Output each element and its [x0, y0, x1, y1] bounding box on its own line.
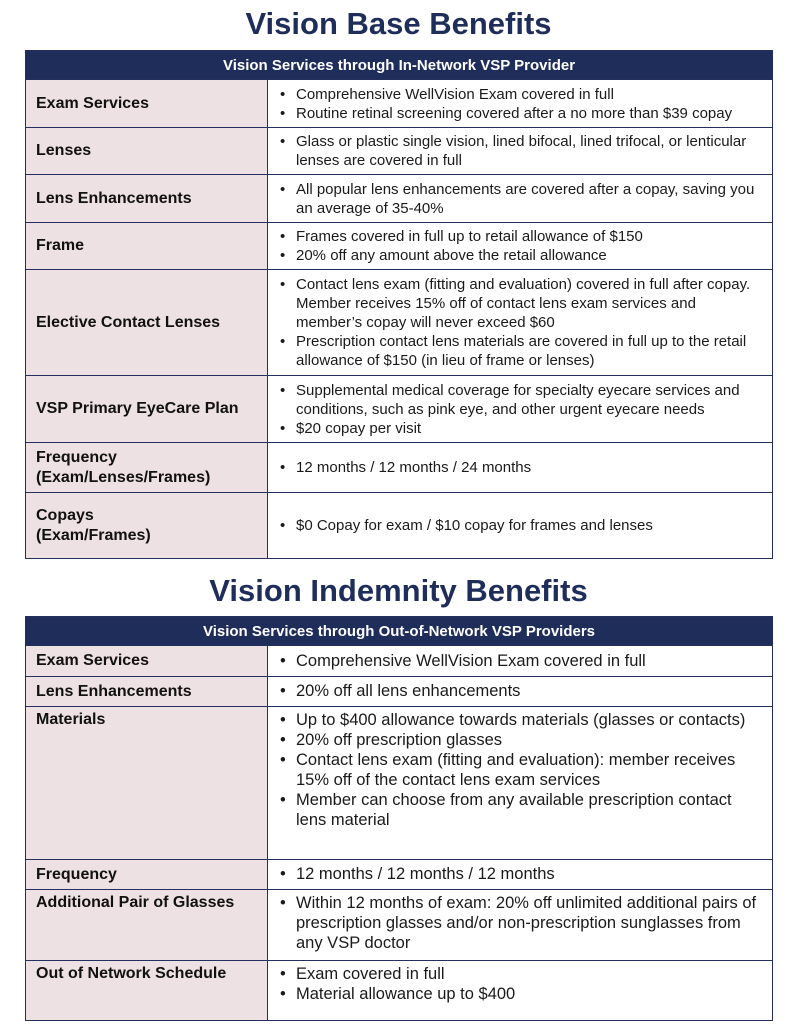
- row-label: Materials: [26, 707, 268, 860]
- row-label: Copays (Exam/Frames): [26, 493, 268, 559]
- row-label: Exam Services: [26, 80, 268, 128]
- table-row: [26, 646, 773, 677]
- table-row: [26, 223, 773, 270]
- list-item: • Routine retinal screening covered after a no more than $39 copay: [278, 104, 764, 123]
- row-description: [268, 376, 773, 443]
- row-label: Frequency (Exam/Lenses/Frames): [26, 443, 268, 493]
- table-row: [26, 175, 773, 223]
- list-item: • Prescription contact lens materials are covered in full up to the retail allowance of $150 (in lieu of frame or lenses): [278, 332, 764, 370]
- row-description: [268, 128, 773, 175]
- row-label: Elective Contact Lenses: [26, 270, 268, 376]
- list-item: • Up to $400 allowance towards materials (glasses or contacts): [278, 710, 764, 730]
- table-row: [26, 443, 773, 493]
- table-row: [26, 270, 773, 376]
- list-item: • Within 12 months of exam: 20% off unlimited additional pairs of prescription glasses and/or non-prescription sunglasses from any VSP doctor: [278, 893, 764, 953]
- list-item: • 12 months / 12 months / 24 months: [278, 458, 764, 477]
- row-label: Exam Services: [26, 646, 268, 677]
- list-item: • Material allowance up to $400: [278, 984, 764, 1004]
- list-item: • Comprehensive WellVision Exam covered in full: [278, 651, 764, 671]
- list-item: • 20% off all lens enhancements: [278, 681, 764, 701]
- row-description: [268, 677, 773, 707]
- list-item: • Frames covered in full up to retail allowance of $150: [278, 227, 764, 246]
- row-description: [268, 707, 773, 860]
- base-benefits-title: Vision Base Benefits: [245, 6, 552, 41]
- list-item: • 20% off prescription glasses: [278, 730, 764, 750]
- table-row: [26, 860, 773, 890]
- base-table-header: Vision Services through In-Network VSP Provider: [26, 51, 773, 80]
- list-item: • Exam covered in full: [278, 964, 764, 984]
- list-item: • Contact lens exam (fitting and evaluation): member receives 15% off of the contact lens exam services: [278, 750, 764, 790]
- list-item: • $20 copay per visit: [278, 419, 764, 438]
- row-description: [268, 175, 773, 223]
- table-row: [26, 890, 773, 961]
- list-item: • $0 Copay for exam / $10 copay for frames and lenses: [278, 516, 764, 535]
- list-item: • Glass or plastic single vision, lined bifocal, lined trifocal, or lenticular lenses are covered in full: [278, 132, 764, 170]
- indemnity-table-header: Vision Services through Out-of-Network VSP Providers: [26, 617, 773, 646]
- row-description: [268, 223, 773, 270]
- row-description: [268, 493, 773, 559]
- row-description: [268, 80, 773, 128]
- row-description: [268, 443, 773, 493]
- table-row: [26, 493, 773, 559]
- row-label: Lens Enhancements: [26, 677, 268, 707]
- list-item: • Contact lens exam (fitting and evaluation) covered in full after copay. Member receives 15% off of contact lens exam services and member’s copay will never exceed $60: [278, 275, 764, 332]
- row-description: [268, 860, 773, 890]
- base-benefits-table: [25, 50, 773, 559]
- table-row: [26, 376, 773, 443]
- table-row: [26, 677, 773, 707]
- row-label: Lenses: [26, 128, 268, 175]
- list-item: • Member can choose from any available prescription contact lens material: [278, 790, 764, 830]
- list-item: • 20% off any amount above the retail allowance: [278, 246, 764, 265]
- table-row: [26, 80, 773, 128]
- row-description: [268, 646, 773, 677]
- row-label: Frequency: [26, 860, 268, 890]
- row-label: Lens Enhancements: [26, 175, 268, 223]
- list-item: • 12 months / 12 months / 12 months: [278, 864, 764, 884]
- indemnity-benefits-title: Vision Indemnity Benefits: [209, 573, 588, 608]
- row-label: Out of Network Schedule: [26, 961, 268, 1021]
- row-label: VSP Primary EyeCare Plan: [26, 376, 268, 443]
- row-description: [268, 890, 773, 961]
- table-row: [26, 961, 773, 1021]
- row-label: Frame: [26, 223, 268, 270]
- row-description: [268, 270, 773, 376]
- indemnity-benefits-table: [25, 616, 773, 1021]
- list-item: • Supplemental medical coverage for specialty eyecare services and conditions, such as pink eye, and other urgent eyecare needs: [278, 381, 764, 419]
- row-label: Additional Pair of Glasses: [26, 890, 268, 961]
- list-item: • Comprehensive WellVision Exam covered in full: [278, 85, 764, 104]
- row-description: [268, 961, 773, 1021]
- table-row: [26, 707, 773, 860]
- table-row: [26, 128, 773, 175]
- list-item: • All popular lens enhancements are covered after a copay, saving you an average of 35-40%: [278, 180, 764, 218]
